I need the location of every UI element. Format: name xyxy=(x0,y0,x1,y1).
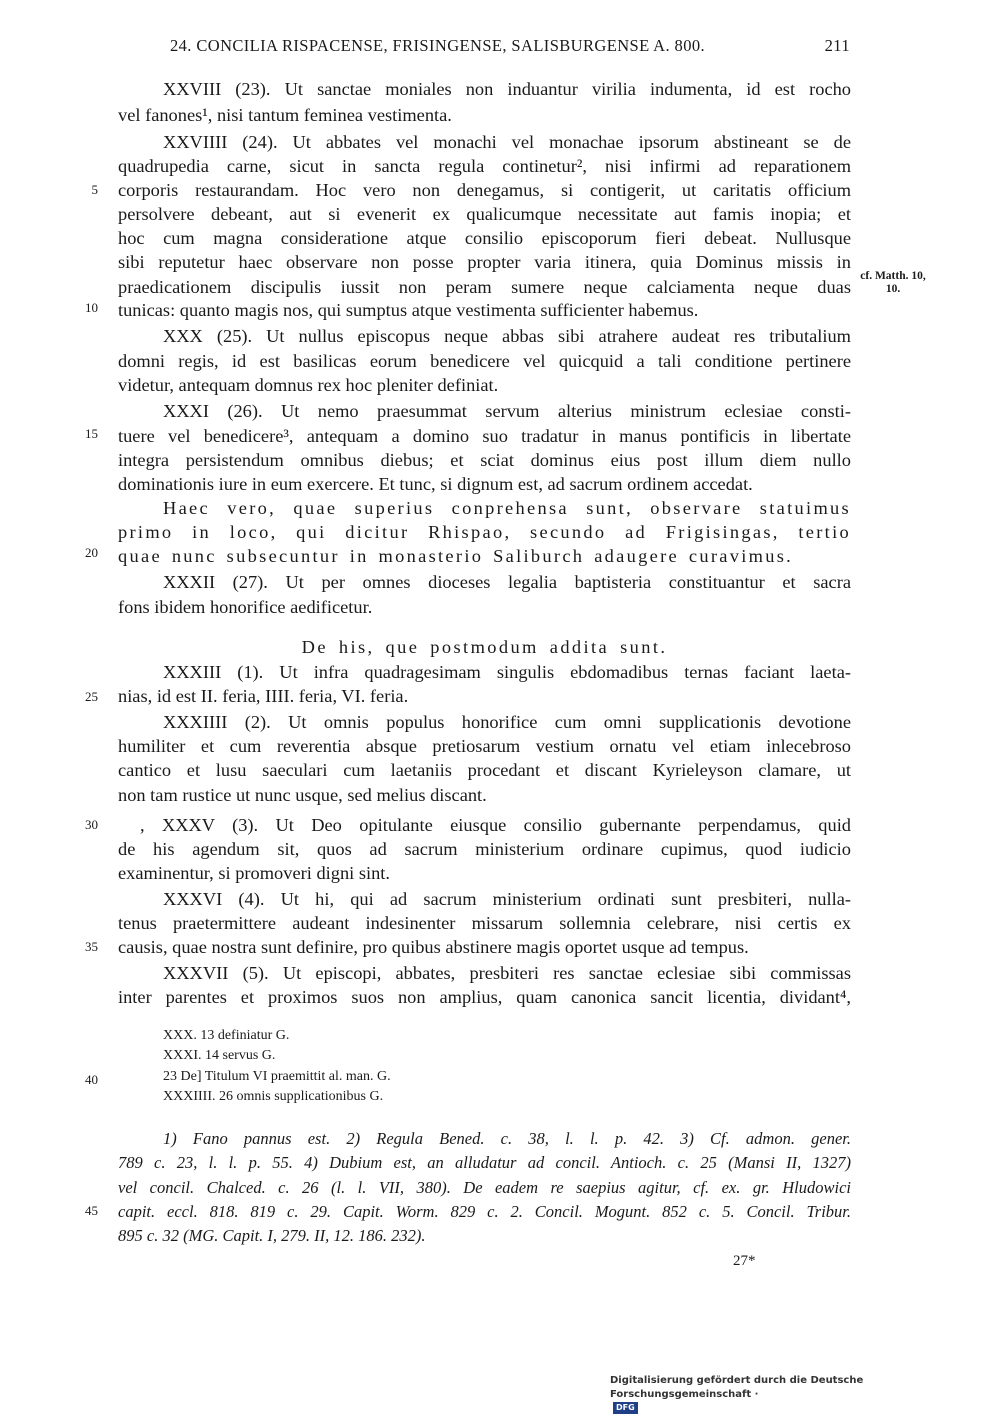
text-line: examinentur, si promoveri digni sint. xyxy=(118,863,391,883)
line-number: 20 xyxy=(85,545,98,560)
line-number: 30 xyxy=(85,817,98,832)
text-line: domni regis, id est basilicas eorum benedicere vel quicquid a tali conditione pertinere xyxy=(118,351,851,371)
text-line: hoc cum magna consideratione atque consilio episcoporum fieri debeat. Nullusque xyxy=(118,228,851,248)
text-line: fons ibidem honorifice aedificetur. xyxy=(118,597,373,617)
margin-note: cf. Matth. 10, 10. xyxy=(860,270,926,295)
text-line: XXVIIII (24). Ut abbates vel monachi vel monachae ipsorum abstineant se de xyxy=(163,132,851,152)
text-line: inter parentes et proximos suos non amplius, quam canonica sancit licentia, dividant⁴, xyxy=(118,987,851,1007)
text-line: de his agendum sit, quos ad sacrum ministerium ordinare cupimus, quod iudicio xyxy=(118,839,851,859)
footnote-line: 789 c. 23, l. l. p. 55. 4) Dubium est, an alludatur ad concil. Antioch. c. 25 (Mansi II, 1327) xyxy=(118,1153,851,1172)
funding-credit xyxy=(610,1374,990,1412)
variant-note: XXXIIII. 26 omnis supplicationibus G. xyxy=(163,1089,384,1104)
variant-note: XXXI. 14 servus G. xyxy=(163,1048,276,1063)
text-line: Haec vero, quae superius conprehensa sunt, observare statuimus xyxy=(163,498,851,518)
text-line: XXVIII (23). Ut sanctae moniales non induantur virilia indumenta, id est rocho xyxy=(163,79,851,99)
text-line: quae nunc subsecuntur in monasterio Saliburch adaugere curavimus. xyxy=(118,546,794,566)
text-line: persolvere debeant, aut si evenerit ex qualicumque necessitate aut famis inopia; et xyxy=(118,204,851,224)
text-line: XXXI (26). Ut nemo praesummat servum alterius ministrum eclesiae consti- xyxy=(163,401,851,421)
text-line: XXXII (27). Ut per omnes dioceses legalia baptisteria constituantur et sacra xyxy=(163,572,851,592)
signature-mark: 27* xyxy=(733,1253,756,1269)
text-line: XXX (25). Ut nullus episcopus neque abbas sibi atrahere audeat res tributalium xyxy=(163,326,851,346)
text-line: XXXVI (4). Ut hi, qui ad sacrum ministerium ordinati sunt presbiteri, nulla- xyxy=(163,889,851,909)
line-number: 5 xyxy=(91,182,98,197)
text-line: causis, quae nostra sunt definire, pro quibus abstinere magis oportet usque ad tempus. xyxy=(118,937,749,957)
line-number: 15 xyxy=(85,426,98,441)
text-line: corporis restaurandam. Hoc vero non denegamus, si contigerit, ut caritatis officium xyxy=(118,180,851,200)
text-line: sibi reputetur haec observare non posse propter varia itinera, quia Dominus missis in xyxy=(118,252,851,272)
text-line: humiliter et cum reverentia absque pretiosarum vestium ornatu vel etiam inlecebroso xyxy=(118,736,851,756)
running-title: 24. CONCILIA RISPACENSE, FRISINGENSE, SALISBURGENSE A. 800. xyxy=(170,36,706,55)
text-line: tuere vel benedicere³, antequam a domino suo tradatur in manus pontificis in libertate xyxy=(118,426,851,446)
text-line: XXXIIII (2). Ut omnis populus honorifice cum omni supplicationis devotione xyxy=(163,712,851,732)
text-line: vel fanones¹, nisi tantum feminea vestimenta. xyxy=(118,105,452,125)
footnote-line: 895 c. 32 (MG. Capit. I, 279. II, 12. 186. 232). xyxy=(118,1226,426,1245)
line-number: 40 xyxy=(85,1072,98,1087)
text-line: praedicationem discipulis iussit non peram sumere neque calciamenta neque duas xyxy=(118,277,851,297)
line-number: 45 xyxy=(85,1203,98,1218)
text-line: quadrupedia carne, sicut in sancta regula continetur², nisi infirmi ad reparationem xyxy=(118,156,851,176)
variant-note: XXX. 13 definiatur G. xyxy=(163,1028,290,1043)
section-heading: De his, que postmodum addita sunt. xyxy=(301,637,668,657)
variant-note: 23 De] Titulum VI praemittit al. man. G. xyxy=(163,1069,391,1084)
text-line: integra persistendum omnibus diebus; et sciat dominus eius post illum diem nullo xyxy=(118,450,851,470)
dfg-logo: DFG xyxy=(613,1402,638,1414)
funding-note: Digitalisierung gefördert durch die Deutsche Forschungsgemeinschaft · xyxy=(610,1375,864,1400)
running-header xyxy=(170,36,850,58)
text-line: cantico et lusu saeculari cum laetaniis procedant et discant Kyrieleyson clamare, ut xyxy=(118,760,851,780)
text-line: , XXXV (3). Ut Deo opitulante eiusque consilio gubernante perpendamus, quid xyxy=(140,815,851,835)
footnote-line: vel concil. Chalced. c. 26 (l. l. VII, 380). De eadem re saepius agitur, cf. ex. gr. Hludowici xyxy=(118,1178,851,1197)
text-line: XXXIII (1). Ut infra quadragesimam singulis ebdomadibus ternas faciant laeta- xyxy=(163,662,851,682)
text-line: XXXVII (5). Ut episcopi, abbates, presbiteri res sanctae eclesiae sibi commissas xyxy=(163,963,851,983)
text-line: tenus praetermittere audeant indesinenter missarum sollemnia celebrare, nisi certis ex xyxy=(118,913,851,933)
text-line: videtur, antequam domnus rex hoc pleniter definiat. xyxy=(118,375,499,395)
text-line: non tam rustice ut nunc usque, sed melius discant. xyxy=(118,785,487,805)
line-number: 25 xyxy=(85,689,98,704)
text-line: primo in loco, qui dicitur Rhispao, secundo ad Frigisingas, tertio xyxy=(118,522,851,542)
text-line: tunicas: quanto magis nos, qui sumptus atque vestimenta sufficienter habemus. xyxy=(118,300,699,320)
footnote-line: 1) Fano pannus est. 2) Regula Bened. c. 38, l. l. p. 42. 3) Cf. admon. gener. xyxy=(163,1129,851,1148)
page-number: 211 xyxy=(824,36,850,55)
text-line: dominationis iure in eum exercere. Et tunc, si dignum est, ad sacrum ordinem accedat. xyxy=(118,474,753,494)
footnote-line: capit. eccl. 818. 819 c. 29. Capit. Worm. 829 c. 2. Concil. Mogunt. 852 c. 5. Concil. Tribur. xyxy=(118,1202,851,1221)
line-number: 35 xyxy=(85,939,98,954)
line-number: 10 xyxy=(85,300,98,315)
text-line: nias, id est II. feria, IIII. feria, VI. feria. xyxy=(118,686,409,706)
